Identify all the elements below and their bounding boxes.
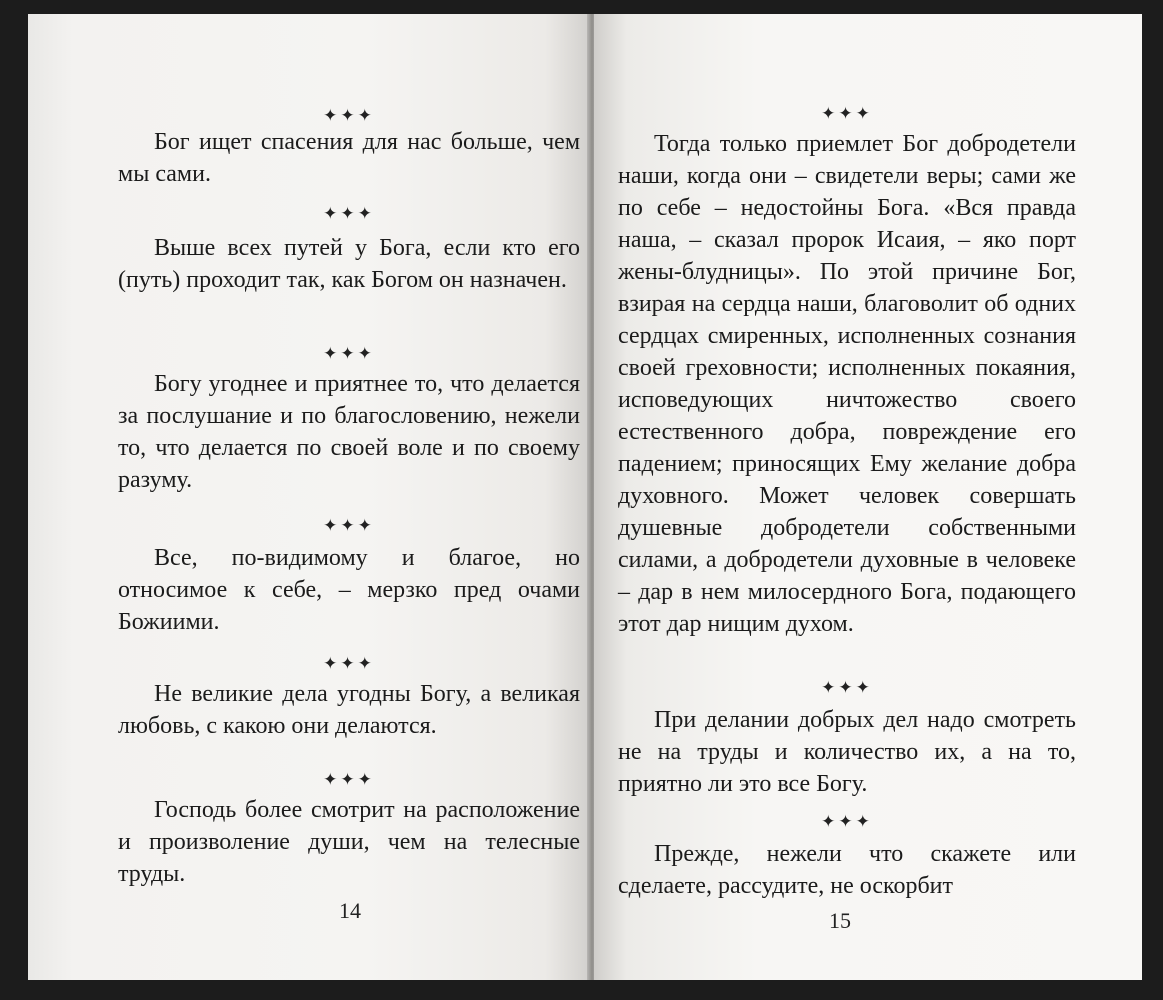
- separator-stars: ✦✦✦: [821, 812, 873, 831]
- separator-stars: ✦✦✦: [323, 516, 375, 535]
- separator: [118, 204, 580, 224]
- separator-stars: ✦✦✦: [323, 106, 375, 125]
- paragraph: Все, по-видимому и благое, но относимое к себе, – мерзко пред очами Божиими.: [118, 545, 580, 635]
- paragraph: Богу угоднее и приятнее то, что делается за послушание и по благословению, нежели то, что делается по своей воле и по своему разуму.: [118, 371, 580, 493]
- left-page: [28, 14, 590, 980]
- separator: [118, 516, 580, 536]
- separator: [118, 654, 580, 674]
- right-page: [594, 14, 1142, 980]
- separator-stars: ✦✦✦: [821, 678, 873, 697]
- page-number: 14: [339, 898, 361, 923]
- page-number: 15: [829, 908, 851, 933]
- paragraph: Выше всех путей у Бога, если кто его (путь) проходит так, как Богом он назначен.: [118, 235, 580, 293]
- separator-stars: ✦✦✦: [323, 204, 375, 223]
- paragraph: Прежде, нежели что скажете или сделаете, рассудите, не оскорбит: [618, 841, 1076, 899]
- separator: [618, 678, 1076, 698]
- paragraph: При делании добрых дел надо смотреть не на труды и количество их, а на то, приятно ли это все Богу.: [618, 707, 1076, 797]
- separator-stars: ✦✦✦: [323, 344, 375, 363]
- separator: [118, 106, 580, 126]
- separator-stars: ✦✦✦: [323, 770, 375, 789]
- separator-stars: ✦✦✦: [821, 104, 873, 123]
- paragraph: Не великие дела угодны Богу, а великая любовь, с какою они делаются.: [118, 681, 580, 739]
- paragraph: Господь более смотрит на расположение и произволение души, чем на телесные труды.: [118, 797, 580, 887]
- separator: [118, 770, 580, 790]
- separator: [618, 104, 1076, 124]
- separator: [118, 344, 580, 364]
- separator-stars: ✦✦✦: [323, 654, 375, 673]
- separator: [618, 812, 1076, 832]
- paragraph: Бог ищет спасения для нас больше, чем мы сами.: [118, 129, 580, 187]
- paragraph: Тогда только приемлет Бог добродетели наши, когда они – свидетели веры; сами же по себе – недостойны Бога. «Вся правда наша, – сказал пророк Исаия, – яко порт жены-блудницы». По этой причине Бог, взирая на сердца наши, благоволит об одних сердцах смиренных, исполненных сознания своей греховности; исполненных покаяния, исповедующих ничтожество своего естественного добра, повреждение его падением; приносящих Ему желание добра духовного. Может человек совершать душевные добродетели собственными силами, а добродетели духовные в человеке – дар в нем милосердного Бога, подающего этот дар нищим духом.: [618, 131, 1076, 637]
